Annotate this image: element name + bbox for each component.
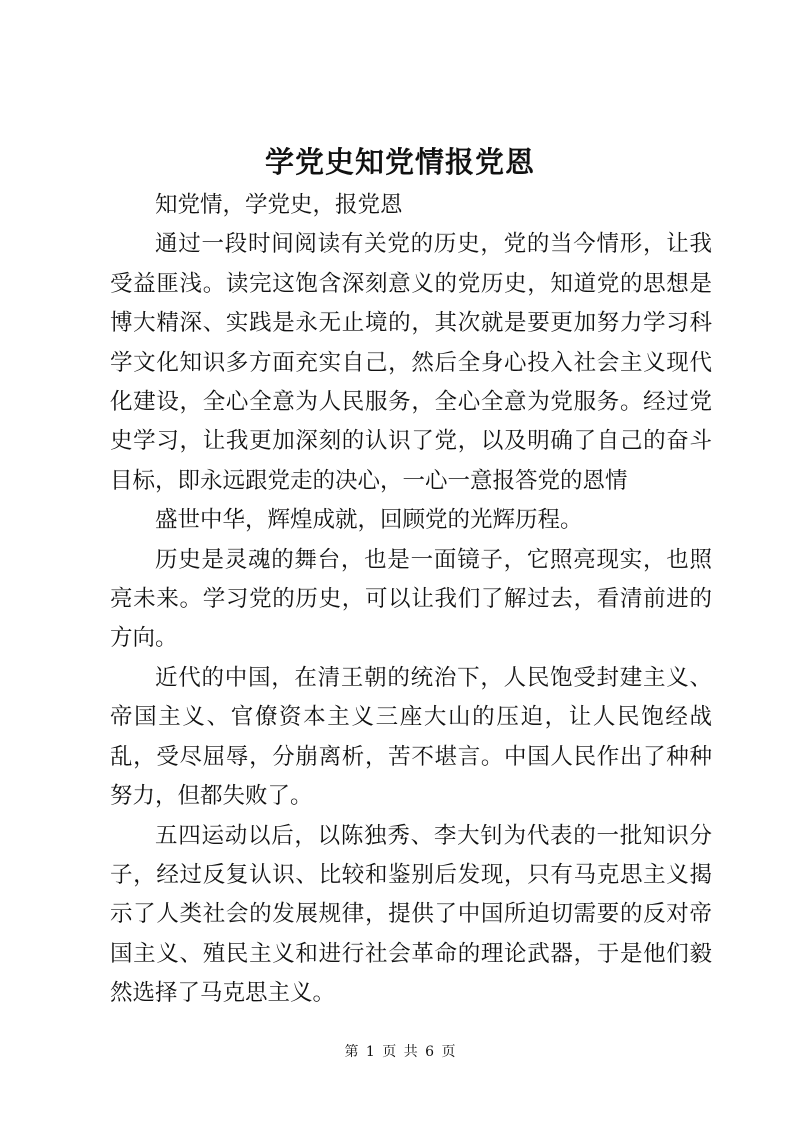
paragraph: 五四运动以后，以陈独秀、李大钊为代表的一批知识分子，经过反复认识、比较和鉴别后发现，只有马克思主义揭示了人类社会的发展规律，提供了中国所迫切需要的反对帝国主义、殖民主义和进行社会革命的理论武器，于是他们毅然选择了马克思主义。 <box>110 822 712 1007</box>
paragraph: 盛世中华，辉煌成就，回顾党的光辉历程。 <box>155 507 583 534</box>
paragraph: 通过一段时间阅读有关党的历史，党的当今情形，让我受益匪浅。读完这饱含深刻意义的党历史，知道党的思想是博大精深、实践是永无止境的，其次就是要更加努力学习科学文化知识多方面充实自己，然后全身心投入社会主义现代化建设，全心全意为人民服务，全心全意为党服务。经过党史学习，让我更加深刻的认识了党，以及明确了自己的奋斗目标，即永远跟党走的决心，一心一意报答党的恩情 <box>110 231 712 494</box>
paragraph: 近代的中国，在清王朝的统治下，人民饱受封建主义、帝国主义、官僚资本主义三座大山的压迫，让人民饱经战乱，受尽屈辱，分崩离析，苦不堪言。中国人民作出了种种努力，但都失败了。 <box>110 664 712 810</box>
paragraph: 历史是灵魂的舞台，也是一面镜子，它照亮现实，也照亮未来。学习党的历史，可以让我们了解过去，看清前进的方向。 <box>110 546 712 652</box>
document-body <box>110 186 712 1014</box>
page-footer: 第 1 页 共 6 页 <box>344 1044 456 1060</box>
document-title: 学党史知党情报党恩 <box>264 145 535 179</box>
paragraph: 知党情，学党史，报党恩 <box>155 192 403 218</box>
